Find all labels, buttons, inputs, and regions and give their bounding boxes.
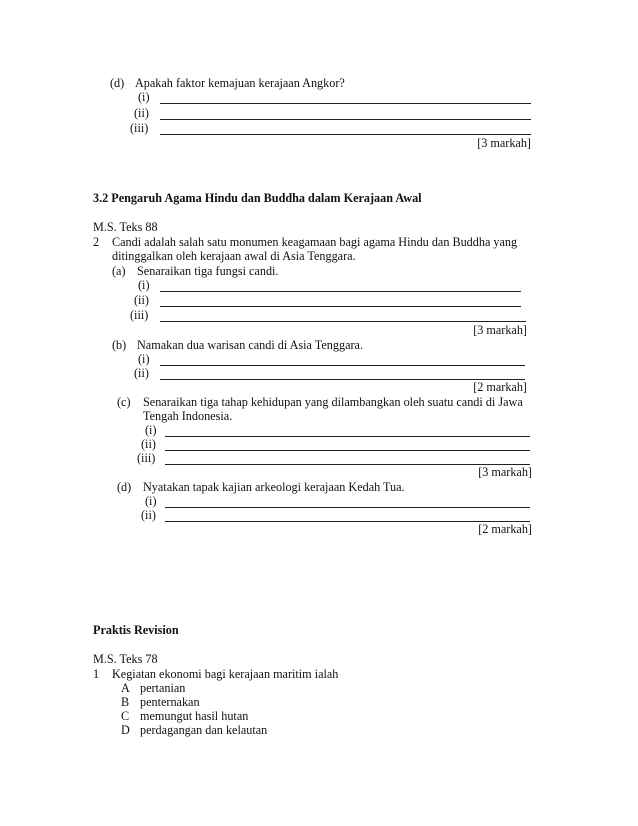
- answer-line-label: (iii): [137, 451, 156, 465]
- question-label: (d): [110, 76, 125, 90]
- answer-line[interactable]: [165, 521, 530, 522]
- answer-line-label: (ii): [141, 437, 156, 451]
- subquestion-text: Namakan dua warisan candi di Asia Tenggara.: [137, 338, 364, 352]
- subquestion-label: (a): [112, 264, 126, 278]
- option-text: memungut hasil hutan: [140, 709, 249, 723]
- answer-line-label: (i): [138, 278, 150, 292]
- marks-label: [3 markah]: [478, 465, 532, 479]
- option-letter: A: [121, 681, 130, 695]
- subquestion-label: (d): [117, 480, 132, 494]
- answer-line[interactable]: [160, 321, 526, 322]
- subquestion-label: (b): [112, 338, 127, 352]
- answer-line[interactable]: [165, 436, 530, 437]
- answer-line[interactable]: [160, 379, 525, 380]
- option-letter: C: [121, 709, 130, 723]
- answer-line[interactable]: [165, 507, 530, 508]
- answer-line[interactable]: [165, 450, 530, 451]
- question-number: 1: [93, 667, 100, 681]
- text-reference: M.S. Teks 78: [93, 652, 158, 666]
- marks-label: [2 markah]: [478, 522, 532, 536]
- question-text: ditinggalkan oleh kerajaan awal di Asia Tenggara.: [112, 249, 356, 263]
- answer-line-label: (ii): [134, 366, 149, 380]
- answer-line[interactable]: [165, 464, 530, 465]
- question-text: Kegiatan ekonomi bagi kerajaan maritim ialah: [112, 667, 339, 681]
- answer-line-label: (ii): [134, 106, 149, 120]
- text-reference: M.S. Teks 88: [93, 220, 158, 234]
- option-letter: B: [121, 695, 130, 709]
- section-heading: Praktis Revision: [93, 623, 179, 637]
- answer-line-label: (iii): [130, 308, 149, 322]
- answer-line-label: (i): [145, 423, 157, 437]
- option-text: pertanian: [140, 681, 186, 695]
- answer-line[interactable]: [160, 119, 531, 120]
- section-heading: 3.2 Pengaruh Agama Hindu dan Buddha dalam Kerajaan Awal: [93, 191, 422, 205]
- answer-line-label: (ii): [134, 293, 149, 307]
- answer-line[interactable]: [160, 365, 525, 366]
- question-text: Apakah faktor kemajuan kerajaan Angkor?: [135, 76, 345, 90]
- question-text: Candi adalah salah satu monumen keagamaan bagi agama Hindu dan Buddha yang: [112, 235, 518, 249]
- subquestion-text: Senaraikan tiga tahap kehidupan yang dilambangkan oleh suatu candi di Jawa: [143, 395, 523, 409]
- answer-line-label: (i): [138, 90, 150, 104]
- subquestion-text: Tengah Indonesia.: [143, 409, 233, 423]
- answer-line[interactable]: [160, 306, 521, 307]
- subquestion-text: Nyatakan tapak kajian arkeologi kerajaan Kedah Tua.: [143, 480, 405, 494]
- answer-line[interactable]: [160, 103, 531, 104]
- subquestion-text: Senaraikan tiga fungsi candi.: [137, 264, 279, 278]
- answer-line[interactable]: [160, 134, 531, 135]
- option-text: penternakan: [140, 695, 200, 709]
- answer-line-label: (i): [138, 352, 150, 366]
- option-text: perdagangan dan kelautan: [140, 723, 268, 737]
- answer-line-label: (ii): [141, 508, 156, 522]
- option-letter: D: [121, 723, 130, 737]
- marks-label: [2 markah]: [473, 380, 527, 394]
- answer-line[interactable]: [160, 291, 521, 292]
- marks-label: [3 markah]: [477, 136, 531, 150]
- answer-line-label: (i): [145, 494, 157, 508]
- marks-label: [3 markah]: [473, 323, 527, 337]
- question-number: 2: [93, 235, 100, 249]
- answer-line-label: (iii): [130, 121, 149, 135]
- subquestion-label: (c): [117, 395, 131, 409]
